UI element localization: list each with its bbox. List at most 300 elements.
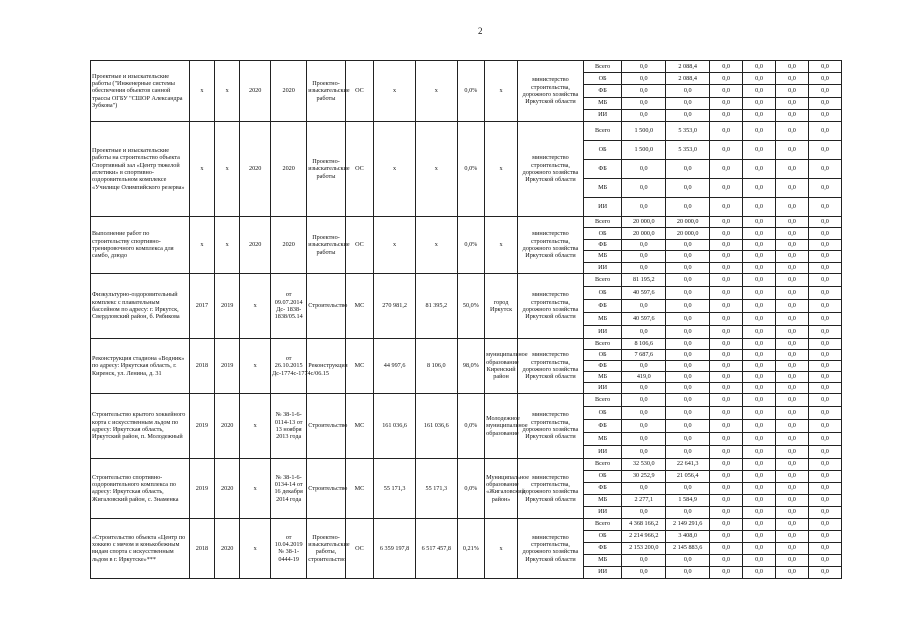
- funding-value-cell: 0,0: [743, 432, 776, 445]
- funding-value-cell: 0,0: [776, 286, 809, 299]
- table-row: [91, 273, 842, 286]
- funding-value-cell: 0,0: [776, 299, 809, 312]
- funding-value-cell: 0,0: [710, 251, 743, 262]
- funding-value-cell: 0,0: [622, 299, 666, 312]
- funding-value-cell: 0,0: [666, 482, 710, 494]
- funding-value-cell: 0,0: [743, 85, 776, 97]
- funding-value-cell: 0,0: [808, 121, 841, 140]
- funding-value-cell: 0,0: [710, 159, 743, 178]
- funding-value-cell: 0,0: [808, 349, 841, 360]
- funding-value-cell: 0,0: [622, 178, 666, 197]
- funding-value-cell: 0,0: [666, 338, 710, 349]
- funding-value-cell: 0,0: [622, 566, 666, 578]
- funding-value-cell: 0,0: [710, 299, 743, 312]
- readiness-cell: 0,0%: [457, 216, 484, 273]
- funding-value-cell: 0,0: [710, 197, 743, 216]
- page-number: 2: [478, 26, 483, 36]
- funding-value-cell: 0,0: [622, 360, 666, 371]
- funding-value-cell: 0,0: [622, 382, 666, 393]
- funding-value-cell: 30 252,9: [622, 470, 666, 482]
- funding-value-cell: 3 408,0: [666, 530, 710, 542]
- funding-source-label: МБ: [583, 251, 621, 262]
- funding-value-cell: 0,0: [666, 360, 710, 371]
- funding-value-cell: 0,0: [776, 419, 809, 432]
- doc-number-cell: от 10.04.2019 № 38-1-0444-19: [271, 518, 307, 578]
- funding-value-cell: 0,0: [710, 554, 743, 566]
- start-year-cell: х: [189, 121, 214, 216]
- funding-value-cell: 0,0: [710, 178, 743, 197]
- ownership-cell: МС: [345, 458, 374, 518]
- funding-value-cell: 0,0: [710, 239, 743, 250]
- funding-value-cell: 2 088,4: [666, 73, 710, 85]
- start-year-cell: 2019: [189, 458, 214, 518]
- start-year-cell: х: [189, 216, 214, 273]
- funding-value-cell: 0,0: [808, 542, 841, 554]
- remaining-cost-cell: х: [415, 121, 457, 216]
- funding-value-cell: 0,0: [743, 518, 776, 530]
- funding-value-cell: 419,0: [622, 371, 666, 382]
- funding-value-cell: 0,0: [666, 97, 710, 109]
- funding-value-cell: 0,0: [710, 494, 743, 506]
- funding-value-cell: 0,0: [808, 566, 841, 578]
- funding-value-cell: 0,0: [776, 458, 809, 470]
- funding-value-cell: 0,0: [776, 360, 809, 371]
- investment-projects-table: [90, 60, 842, 579]
- funding-value-cell: 7 687,6: [622, 349, 666, 360]
- funding-source-label: Всего: [583, 216, 621, 227]
- table-row: [91, 518, 842, 530]
- funding-value-cell: 0,0: [808, 554, 841, 566]
- funding-value-cell: 0,0: [743, 542, 776, 554]
- funding-value-cell: 0,0: [710, 406, 743, 419]
- doc-number-cell: № 38-1-6-0134-14 от 16 декабря 2014 года: [271, 458, 307, 518]
- funding-value-cell: 40 597,6: [622, 286, 666, 299]
- funding-value-cell: 0,0: [710, 273, 743, 286]
- funding-value-cell: 0,0: [666, 406, 710, 419]
- estimated-cost-cell: 44 997,6: [374, 338, 416, 393]
- object-name-cell: Строительство спортивно-оздоровительного комплекса по адресу: Иркутская область, Жигаловский район, с. Знаменка: [91, 458, 190, 518]
- readiness-cell: 0,21%: [457, 518, 484, 578]
- funding-source-label: ИИ: [583, 506, 621, 518]
- start-year-cell: х: [189, 61, 214, 122]
- funding-source-label: ОБ: [583, 228, 621, 239]
- funding-value-cell: 0,0: [808, 262, 841, 273]
- funding-value-cell: 0,0: [808, 109, 841, 121]
- funding-value-cell: 22 641,3: [666, 458, 710, 470]
- funding-value-cell: 0,0: [710, 518, 743, 530]
- work-type-cell: Проектно-изыскательские работы, строительство: [307, 518, 345, 578]
- funding-value-cell: 0,0: [710, 382, 743, 393]
- object-name-cell: Проектные и изыскательские работы ("Инженерные системы обеспечения объектов санной трассы ОГБУ "СШОР Александра Зубкова"): [91, 61, 190, 122]
- funding-value-cell: 0,0: [776, 393, 809, 406]
- funding-value-cell: 0,0: [743, 338, 776, 349]
- start-year-cell: 2018: [189, 338, 214, 393]
- remaining-cost-cell: 81 395,2: [415, 273, 457, 338]
- funding-source-label: ФБ: [583, 239, 621, 250]
- funding-value-cell: 0,0: [710, 371, 743, 382]
- funding-value-cell: 0,0: [776, 239, 809, 250]
- funding-value-cell: 0,0: [743, 312, 776, 325]
- table-row: [91, 458, 842, 470]
- readiness-cell: 0,0%: [457, 121, 484, 216]
- funding-value-cell: 0,0: [622, 393, 666, 406]
- table-row: [91, 338, 842, 349]
- funding-value-cell: 0,0: [710, 73, 743, 85]
- remaining-cost-cell: 55 171,3: [415, 458, 457, 518]
- funding-source-label: ФБ: [583, 542, 621, 554]
- funding-value-cell: 0,0: [776, 338, 809, 349]
- funding-value-cell: 0,0: [808, 432, 841, 445]
- funding-source-label: МБ: [583, 371, 621, 382]
- work-type-cell: Проектно-изыскательские работы: [307, 216, 345, 273]
- funding-value-cell: 0,0: [622, 445, 666, 458]
- funding-source-label: ОБ: [583, 73, 621, 85]
- funding-value-cell: 0,0: [710, 312, 743, 325]
- readiness-cell: 0,0%: [457, 393, 484, 458]
- recipient-cell: х: [485, 518, 518, 578]
- funding-value-cell: 0,0: [666, 299, 710, 312]
- table-row: [91, 61, 842, 73]
- funding-value-cell: 20 000,0: [666, 216, 710, 227]
- funding-value-cell: 0,0: [710, 482, 743, 494]
- funding-value-cell: 0,0: [622, 325, 666, 338]
- funding-value-cell: 0,0: [743, 371, 776, 382]
- remaining-cost-cell: 161 036,6: [415, 393, 457, 458]
- funding-value-cell: 0,0: [622, 97, 666, 109]
- funding-source-label: Всего: [583, 393, 621, 406]
- funding-source-label: Всего: [583, 458, 621, 470]
- funding-value-cell: 0,0: [743, 262, 776, 273]
- funding-source-label: ИИ: [583, 109, 621, 121]
- design-year-cell: 2020: [240, 61, 271, 122]
- funding-value-cell: 0,0: [776, 251, 809, 262]
- design-year-cell: х: [240, 518, 271, 578]
- funding-value-cell: 0,0: [776, 121, 809, 140]
- customer-cell: министерство строительства, дорожного хозяйства Иркутской области: [518, 216, 584, 273]
- funding-value-cell: 0,0: [808, 338, 841, 349]
- funding-value-cell: 0,0: [808, 518, 841, 530]
- funding-value-cell: 0,0: [743, 109, 776, 121]
- funding-source-label: ФБ: [583, 419, 621, 432]
- funding-value-cell: 0,0: [776, 325, 809, 338]
- funding-value-cell: 0,0: [743, 273, 776, 286]
- design-year-cell: х: [240, 338, 271, 393]
- funding-value-cell: 0,0: [743, 419, 776, 432]
- end-year-cell: 2020: [215, 458, 240, 518]
- recipient-cell: х: [485, 61, 518, 122]
- ownership-cell: ОС: [345, 61, 374, 122]
- funding-value-cell: 0,0: [743, 470, 776, 482]
- funding-value-cell: 0,0: [776, 61, 809, 73]
- funding-value-cell: 0,0: [743, 530, 776, 542]
- customer-cell: министерство строительства, дорожного хозяйства Иркутской области: [518, 273, 584, 338]
- recipient-cell: х: [485, 121, 518, 216]
- funding-value-cell: 0,0: [710, 530, 743, 542]
- design-year-cell: 2020: [240, 121, 271, 216]
- readiness-cell: 0,0%: [457, 61, 484, 122]
- customer-cell: министерство строительства, дорожного хозяйства Иркутской области: [518, 121, 584, 216]
- funding-value-cell: 0,0: [808, 419, 841, 432]
- funding-value-cell: 0,0: [808, 216, 841, 227]
- funding-value-cell: 0,0: [622, 159, 666, 178]
- funding-value-cell: 0,0: [710, 360, 743, 371]
- funding-value-cell: 20 000,0: [622, 228, 666, 239]
- work-type-cell: Строительство: [307, 273, 345, 338]
- funding-value-cell: 0,0: [743, 445, 776, 458]
- funding-source-label: Всего: [583, 338, 621, 349]
- funding-value-cell: 5 353,0: [666, 140, 710, 159]
- start-year-cell: 2019: [189, 393, 214, 458]
- funding-value-cell: 0,0: [622, 251, 666, 262]
- end-year-cell: 2019: [215, 273, 240, 338]
- funding-value-cell: 0,0: [776, 406, 809, 419]
- funding-value-cell: 0,0: [666, 325, 710, 338]
- object-name-cell: Проектные и изыскательские работы на строительство объекта Спортивный зал «Центр тяжелой атлетики» в спортивно-оздоровительном комплексе «Училище Олимпийского резерва»: [91, 121, 190, 216]
- funding-value-cell: 1 500,0: [622, 140, 666, 159]
- funding-value-cell: 0,0: [622, 85, 666, 97]
- end-year-cell: х: [215, 216, 240, 273]
- funding-value-cell: 2 153 200,0: [622, 542, 666, 554]
- funding-value-cell: 0,0: [776, 482, 809, 494]
- funding-value-cell: 0,0: [710, 61, 743, 73]
- funding-value-cell: 0,0: [743, 360, 776, 371]
- funding-value-cell: 0,0: [808, 371, 841, 382]
- funding-value-cell: 0,0: [743, 393, 776, 406]
- work-type-cell: Реконструкция: [307, 338, 345, 393]
- funding-value-cell: 0,0: [808, 178, 841, 197]
- funding-value-cell: 81 195,2: [622, 273, 666, 286]
- funding-source-label: Всего: [583, 518, 621, 530]
- funding-value-cell: 20 000,0: [622, 216, 666, 227]
- recipient-cell: Молодежное муниципальное образование: [485, 393, 518, 458]
- funding-source-label: ИИ: [583, 325, 621, 338]
- funding-value-cell: 0,0: [776, 216, 809, 227]
- funding-value-cell: 0,0: [776, 542, 809, 554]
- end-year-cell: 2020: [215, 393, 240, 458]
- funding-value-cell: 0,0: [776, 470, 809, 482]
- funding-source-label: МБ: [583, 178, 621, 197]
- funding-value-cell: 0,0: [743, 506, 776, 518]
- funding-value-cell: 0,0: [808, 470, 841, 482]
- funding-source-label: ИИ: [583, 382, 621, 393]
- recipient-cell: х: [485, 216, 518, 273]
- funding-value-cell: 5 353,0: [666, 121, 710, 140]
- funding-source-label: МБ: [583, 554, 621, 566]
- funding-source-label: ОБ: [583, 286, 621, 299]
- funding-value-cell: 0,0: [666, 371, 710, 382]
- funding-value-cell: 0,0: [776, 140, 809, 159]
- funding-value-cell: 0,0: [666, 419, 710, 432]
- work-type-cell: Строительство: [307, 393, 345, 458]
- readiness-cell: 0,0%: [457, 458, 484, 518]
- object-name-cell: Строительство крытого хоккейного корта с искусственным льдом по адресу: Иркутская область, Иркутский район, п. Молодежный: [91, 393, 190, 458]
- doc-number-cell: 2020: [271, 216, 307, 273]
- recipient-cell: город Иркутск: [485, 273, 518, 338]
- funding-source-label: ФБ: [583, 482, 621, 494]
- funding-value-cell: 0,0: [666, 251, 710, 262]
- funding-value-cell: 0,0: [808, 85, 841, 97]
- funding-value-cell: 0,0: [743, 325, 776, 338]
- funding-value-cell: 4 368 166,2: [622, 518, 666, 530]
- funding-value-cell: 0,0: [710, 506, 743, 518]
- funding-value-cell: 1 500,0: [622, 121, 666, 140]
- funding-value-cell: 0,0: [776, 312, 809, 325]
- funding-value-cell: 0,0: [776, 530, 809, 542]
- funding-value-cell: 0,0: [622, 73, 666, 85]
- funding-value-cell: 0,0: [808, 251, 841, 262]
- funding-value-cell: 2 088,4: [666, 61, 710, 73]
- funding-value-cell: 0,0: [710, 349, 743, 360]
- table-row: [91, 121, 842, 140]
- remaining-cost-cell: 8 106,0: [415, 338, 457, 393]
- ownership-cell: МС: [345, 273, 374, 338]
- readiness-cell: 98,0%: [457, 338, 484, 393]
- doc-number-cell: от 26.10.2015 Дс-1774с-1774с/06.15: [271, 338, 307, 393]
- funding-value-cell: 0,0: [776, 228, 809, 239]
- ownership-cell: ОС: [345, 216, 374, 273]
- funding-value-cell: 0,0: [743, 121, 776, 140]
- funding-value-cell: 0,0: [776, 382, 809, 393]
- funding-value-cell: 0,0: [808, 140, 841, 159]
- funding-value-cell: 0,0: [743, 406, 776, 419]
- funding-value-cell: 0,0: [808, 312, 841, 325]
- funding-value-cell: 0,0: [743, 494, 776, 506]
- funding-value-cell: 0,0: [808, 197, 841, 216]
- funding-source-label: ОБ: [583, 406, 621, 419]
- design-year-cell: 2020: [240, 216, 271, 273]
- funding-value-cell: 0,0: [776, 554, 809, 566]
- funding-value-cell: 0,0: [808, 360, 841, 371]
- funding-value-cell: 0,0: [622, 506, 666, 518]
- funding-value-cell: 0,0: [666, 445, 710, 458]
- customer-cell: министерство строительства, дорожного хозяйства Иркутской области: [518, 458, 584, 518]
- funding-value-cell: 0,0: [743, 178, 776, 197]
- funding-value-cell: 0,0: [666, 273, 710, 286]
- funding-value-cell: 21 056,4: [666, 470, 710, 482]
- readiness-cell: 50,0%: [457, 273, 484, 338]
- funding-value-cell: 0,0: [743, 566, 776, 578]
- funding-value-cell: 0,0: [808, 458, 841, 470]
- design-year-cell: х: [240, 458, 271, 518]
- funding-source-label: МБ: [583, 97, 621, 109]
- funding-value-cell: 32 530,0: [622, 458, 666, 470]
- funding-value-cell: 0,0: [710, 109, 743, 121]
- funding-value-cell: 0,0: [808, 406, 841, 419]
- end-year-cell: х: [215, 61, 240, 122]
- funding-value-cell: 0,0: [743, 159, 776, 178]
- funding-value-cell: 0,0: [622, 406, 666, 419]
- funding-value-cell: 0,0: [622, 262, 666, 273]
- funding-source-label: ОБ: [583, 140, 621, 159]
- funding-value-cell: 0,0: [808, 530, 841, 542]
- funding-value-cell: 0,0: [743, 61, 776, 73]
- funding-source-label: ИИ: [583, 197, 621, 216]
- funding-value-cell: 0,0: [808, 445, 841, 458]
- funding-value-cell: 0,0: [808, 239, 841, 250]
- funding-value-cell: 0,0: [666, 262, 710, 273]
- funding-value-cell: 0,0: [666, 109, 710, 121]
- doc-number-cell: 2020: [271, 61, 307, 122]
- table-row: [91, 393, 842, 406]
- recipient-cell: Муниципальное образование «Жигаловский район»: [485, 458, 518, 518]
- funding-value-cell: 0,0: [776, 97, 809, 109]
- funding-value-cell: 0,0: [710, 432, 743, 445]
- object-name-cell: «Строительство объекта «Центр по хоккею с мячом и конькобежным видам спорта с искусственным льдом в г. Иркутске»***: [91, 518, 190, 578]
- estimated-cost-cell: х: [374, 216, 416, 273]
- funding-value-cell: 0,0: [743, 482, 776, 494]
- funding-value-cell: 20 000,0: [666, 228, 710, 239]
- funding-value-cell: 0,0: [710, 325, 743, 338]
- funding-value-cell: 0,0: [743, 97, 776, 109]
- funding-value-cell: 0,0: [808, 325, 841, 338]
- funding-value-cell: 0,0: [666, 506, 710, 518]
- funding-value-cell: 0,0: [710, 286, 743, 299]
- funding-value-cell: 0,0: [808, 97, 841, 109]
- funding-value-cell: 0,0: [743, 286, 776, 299]
- table-row: [91, 216, 842, 227]
- funding-value-cell: 0,0: [776, 109, 809, 121]
- funding-value-cell: 0,0: [743, 349, 776, 360]
- funding-source-label: ИИ: [583, 566, 621, 578]
- funding-source-label: МБ: [583, 494, 621, 506]
- funding-value-cell: 0,0: [666, 554, 710, 566]
- ownership-cell: МС: [345, 338, 374, 393]
- work-type-cell: Проектно-изыскательские работы: [307, 121, 345, 216]
- object-name-cell: Выполнение работ по строительству спортивно-тренировочного комплекса для самбо, дзюдо: [91, 216, 190, 273]
- funding-value-cell: 2 145 883,6: [666, 542, 710, 554]
- design-year-cell: х: [240, 273, 271, 338]
- work-type-cell: Строительство: [307, 458, 345, 518]
- start-year-cell: 2017: [189, 273, 214, 338]
- funding-value-cell: 0,0: [666, 286, 710, 299]
- doc-number-cell: 2020: [271, 121, 307, 216]
- funding-value-cell: 0,0: [776, 506, 809, 518]
- funding-value-cell: 0,0: [622, 109, 666, 121]
- funding-value-cell: 0,0: [622, 554, 666, 566]
- funding-value-cell: 0,0: [666, 197, 710, 216]
- funding-value-cell: 0,0: [776, 273, 809, 286]
- customer-cell: министерство строительства, дорожного хозяйства Иркутской области: [518, 338, 584, 393]
- funding-value-cell: 0,0: [743, 73, 776, 85]
- funding-source-label: Всего: [583, 273, 621, 286]
- funding-value-cell: 0,0: [710, 458, 743, 470]
- funding-source-label: ОБ: [583, 530, 621, 542]
- estimated-cost-cell: х: [374, 121, 416, 216]
- funding-value-cell: 0,0: [666, 349, 710, 360]
- ownership-cell: МС: [345, 393, 374, 458]
- estimated-cost-cell: 270 981,2: [374, 273, 416, 338]
- funding-value-cell: 0,0: [776, 262, 809, 273]
- funding-value-cell: 0,0: [710, 216, 743, 227]
- funding-value-cell: 0,0: [776, 432, 809, 445]
- end-year-cell: х: [215, 121, 240, 216]
- customer-cell: министерство строительства, дорожного хозяйства Иркутской области: [518, 61, 584, 122]
- funding-value-cell: 0,0: [808, 299, 841, 312]
- remaining-cost-cell: х: [415, 216, 457, 273]
- start-year-cell: 2018: [189, 518, 214, 578]
- funding-value-cell: 0,0: [743, 458, 776, 470]
- funding-value-cell: 0,0: [808, 61, 841, 73]
- customer-cell: министерство строительства, дорожного хозяйства Иркутской области: [518, 518, 584, 578]
- funding-value-cell: 0,0: [622, 482, 666, 494]
- funding-value-cell: 0,0: [743, 197, 776, 216]
- funding-value-cell: 0,0: [710, 393, 743, 406]
- funding-value-cell: 0,0: [808, 286, 841, 299]
- estimated-cost-cell: 6 359 197,8: [374, 518, 416, 578]
- recipient-cell: муниципальное образование Киренский район: [485, 338, 518, 393]
- doc-number-cell: от 09.07.2014 Дс- 1838-1838/05.14: [271, 273, 307, 338]
- design-year-cell: х: [240, 393, 271, 458]
